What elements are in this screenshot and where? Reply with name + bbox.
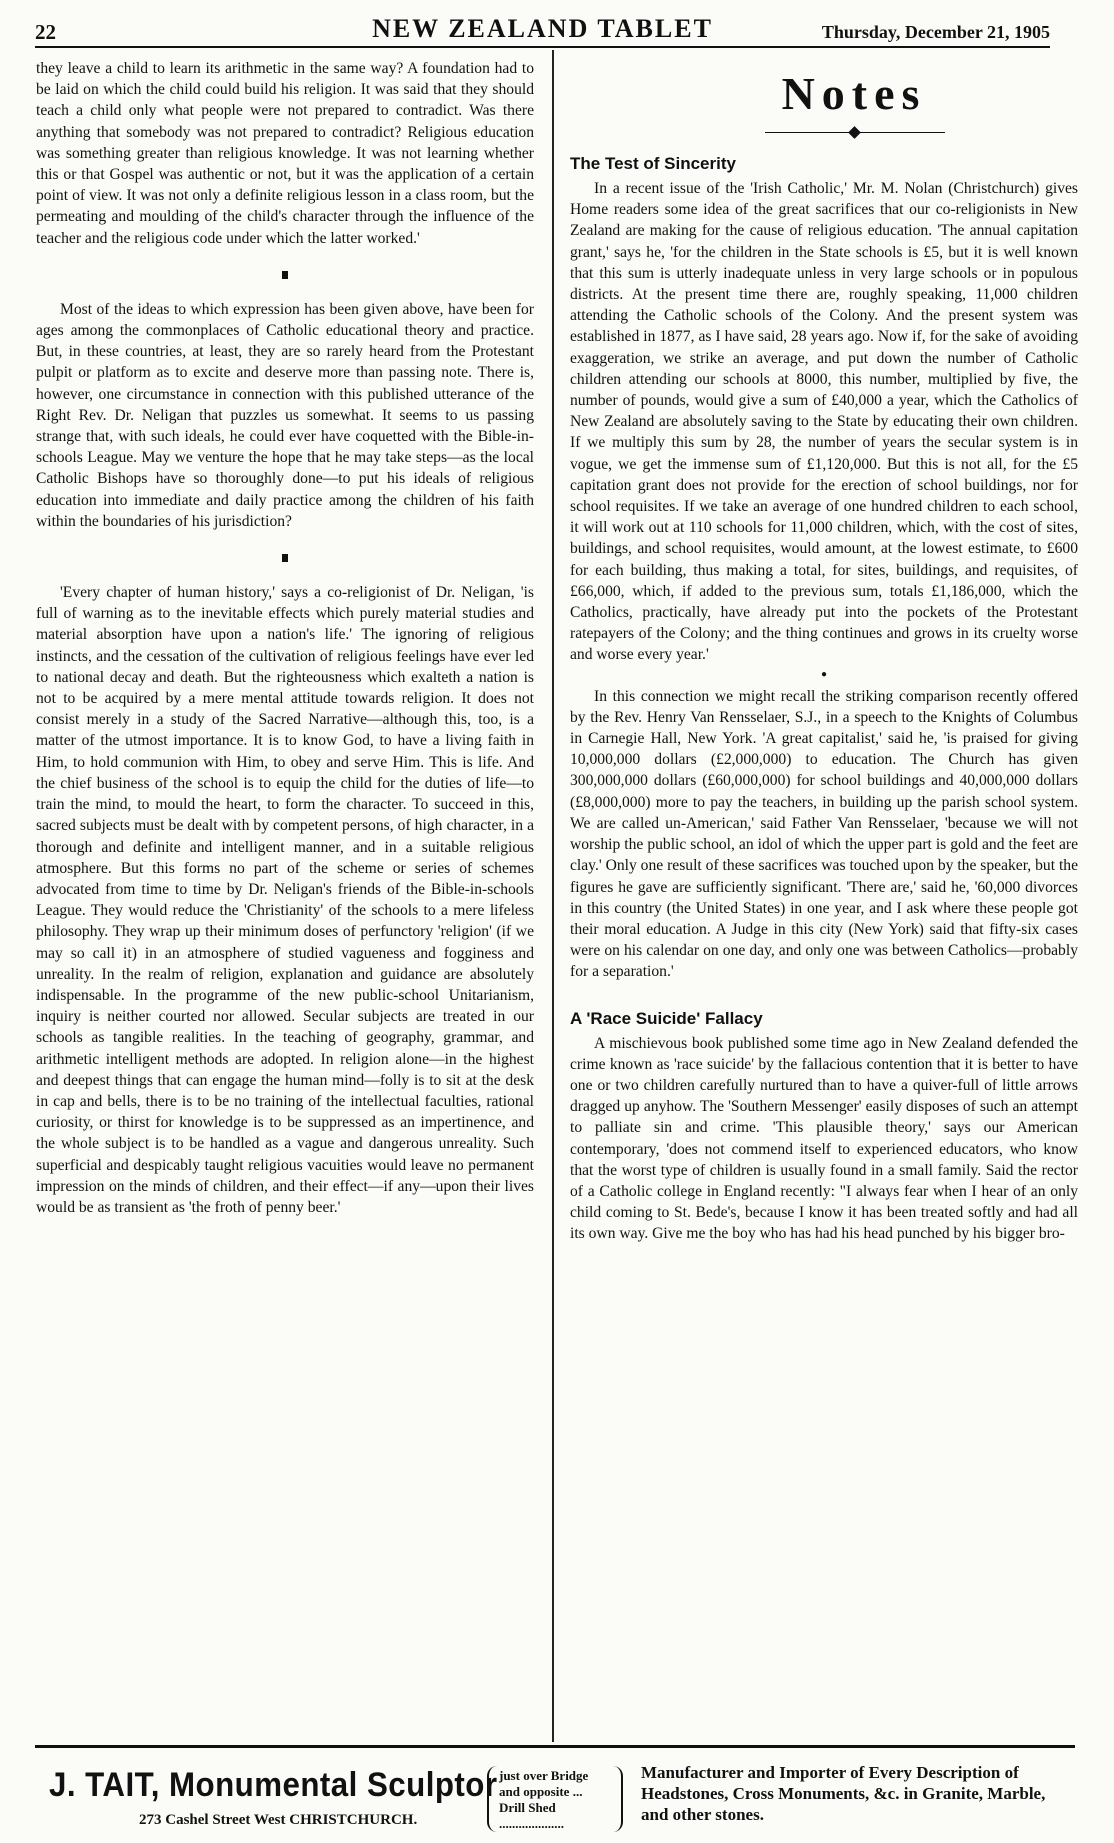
section-heading: The Test of Sincerity xyxy=(570,154,736,173)
section-bullet xyxy=(36,263,534,287)
location-line: Drill Shed xyxy=(499,1800,556,1815)
heading-ornament xyxy=(570,126,1078,140)
advertisement xyxy=(35,1745,1075,1838)
column-divider xyxy=(552,50,554,1742)
advertiser-address: 273 Cashel Street West CHRISTCHURCH. xyxy=(139,1812,418,1828)
section-heading: A 'Race Suicide' Fallacy xyxy=(570,1008,763,1028)
section-bullet: ● xyxy=(820,668,828,680)
advertiser-location xyxy=(487,1766,623,1832)
article-paragraph: they leave a child to learn its arithmetic in the same way? A foundation had to be laid on which the child could build his religion. It was said that they should teach a child only what people were not prepared to contradict. Was there anything that somebody was not prepared to contradict? Religious education was something greater than religious knowledge. It was not learning whether this or that Gospel was authentic or not, but it was the application of a certain point of view. It was not only a definite religious lesson in a class room, but the permeating and moulding of the child's character through the influence of the teacher and the religious code under which the latter worked.' xyxy=(36,60,534,247)
article-paragraph: 'Every chapter of human history,' says a co-religionist of Dr. Neligan, 'is full of warning as to the inevitable effects which purely material studies and material absorption have upon a nation's life.' The ignoring of religious instincts, and the cessation of the cultivation of religious feelings have ever led to national decay and death. But the righteousness which exalteth a nation is not to be acquired by a mere mental attitude towards religion. It does not consist merely in a study of the Sacred Narrative—although this, too, is a matter of the utmost importance. It is to know God, to have a living faith in Him, to hold communion with Him, to obey and serve Him. This is life. And the chief business of the school is to equip the child for the duties of life—to train the mind, to mould the heart, to form the character. To succeed in this, sacred subjects must be dealt with by competent persons, of high character, in a thorough and definite and intelligent manner, and in a suitable religious atmosphere. But this forms no part of the scheme or series of schemes advocated from time to time by Dr. Neligan's friends of the Bible-in-schools League. They would reduce the 'Christianity' of the schools to a mere lifeless philosophy. They wrap up their minimum doses of perfunctory 'religion' (if we may so call it) in an atmosphere of studied vagueness and fogginess and unreality. In the realm of religion, explanation and guidance are absolutely indispensable. In the programme of the new public-school Unitarianism, inquiry is neither courted nor allowed. Secular subjects are treated in our schools as tangible realities. In the teaching of geography, grammar, and arithmetic intelligent methods are adopted. In religion alone—in the highest and deepest things that can engage the human mind—folly is to sit at the desk in cap and bells, there is to be no training of the intellectual faculties, rational curiosity, or thirst for knowledge is to be suppressed as an impertinence, and the whole subject is to be handled as a vague and dangerous unreality. Such superficial and despicably taught religious vacuities would leave no permanent impression on the minds of children, and their effect—if any—upon their lives would be as transient as 'the froth of penny beer.' xyxy=(36,584,534,1216)
left-column xyxy=(36,58,534,1738)
advertiser-description: Manufacturer and Importer of Every Description of Headstones, Cross Monuments, &c. in Granite, Marble, and other stones. xyxy=(641,1763,1046,1824)
article-paragraph: A mischievous book published some time ago in New Zealand defended the crime known as 'race suicide' by the fallacious contention that it is better to have one or two children carefully nurtured than to have a quiver-full of little arrows dragged up anyhow. The 'Southern Messenger' easily disposes of such an attempt to palliate sin and crime. 'This plausible theory,' says our American contemporary, 'does not commend itself to experienced educators, who know that the worst type of children is usually found in a small family. Said the rector of a Catholic college in England recently: "I always fear when I hear of an only child coming to St. Bede's, because I know it has been treated softly and had all its own way. Give me the boy who has had his head punched by his bigger bro- xyxy=(570,1034,1078,1243)
issue-date: Thursday, December 21, 1905 xyxy=(821,22,1050,42)
newspaper-title: NEW ZEALAND TABLET xyxy=(372,14,713,43)
article-paragraph: In a recent issue of the 'Irish Catholic,' Mr. M. Nolan (Christchurch) gives Home readers some idea of the great sacrifices that our co-religionists in New Zealand are making for the cause of religious education. 'The annual capitation grant,' says he, 'for the children in the State schools is £5, but it is well known that this sum is utterly inadequate unless in very large schools or in populous districts. At the present time there are, roughly speaking, 11,000 children attending the Catholic schools of the Colony. And the present system was established in 1877, as I have said, 28 years ago. Now if, for the sake of avoiding exaggeration, we strike an average, and put down the number of Catholic children attending our schools at 8000, this number, multiplied by five, the number of pounds, would give a sum of £40,000 a year, which the Catholics of New Zealand are absolutely saving to the State by educating their own children. If we multiply this sum by 28, the number of years the secular system is in vogue, we get the immense sum of £1,120,000. But this is not all, for the £5 capitation grant does not provide for the erection of school buildings, nor for school requisites. If we take an average of one hundred children to each school, it will work out at 110 schools for 11,000 children, which, with the cost of sites, buildings, and school requisites, would amount, at the lowest estimate, to £600 for each building, thus making a total, for sites, buildings, and requisites, of £66,000, which, if added to the previous sum, totals £1,186,000, which the Catholics, practically, have already put into the pockets of the Protestant ratepayers of the Colony; and the thing continues and grows in its cruelty worse and worse every year.' xyxy=(570,180,1078,664)
article-paragraph: In this connection we might recall the striking comparison recently offered by the Rev. Henry Van Rensselaer, S.J., in a speech to the Knights of Columbus in Carnegie Hall, New York. 'A great capitalist,' said he, 'is praised for giving 10,000,000 dollars (£2,000,000) to education. The Church has given 300,000,000 dollars (£60,000,000) for school buildings and 40,000,000 dollars (£8,000,000) more to pay the teachers, in building up the parish school system. We are called un-American,' said Father Van Rensselaer, 'because we will not worship the public school, an idol of which the upper part is gold and the feet are clay.' Only one result of these sacrifices was touched upon by the speaker, but the figures he gave are sufficiently significant. 'There are,' said he, '60,000 divorces in this country (the United States) in one year, and I ask where these people got their moral education. A Judge in this city (New York) said that fifty-six cases were on his calendar on one day, and only one was between Catholics—probably for a separation.' xyxy=(570,687,1078,981)
section-bullet xyxy=(36,546,534,570)
notes-heading: Notes xyxy=(781,68,927,119)
page-header xyxy=(35,14,1050,48)
location-line: just over Bridge xyxy=(499,1768,589,1783)
location-line: and opposite ... xyxy=(499,1784,583,1799)
location-line: .................... xyxy=(499,1816,564,1831)
page-number: 22 xyxy=(35,20,56,44)
advertiser-name: J. TAIT, Monumental Sculptor xyxy=(49,1766,498,1804)
article-paragraph: Most of the ideas to which expression has been given above, have been for ages among the commonplaces of Catholic educational theory and practice. But, in these countries, at least, they are so rarely heard from the Protestant pulpit or platform as to excite and deserve more than passing note. There is, however, one circumstance in connection with this published utterance of the Right Rev. Dr. Neligan that puzzles us somewhat. It seems to us passing strange that, with such ideals, he could ever have coquetted with the Bible-in-schools League. May we venture the hope that he may take steps—as the local Catholic Bishops have so thoroughly done—to put his ideals of religious education into immediate and daily practice among the children of his faith within the boundaries of his jurisdiction? xyxy=(36,300,534,530)
right-column xyxy=(570,58,1078,1738)
